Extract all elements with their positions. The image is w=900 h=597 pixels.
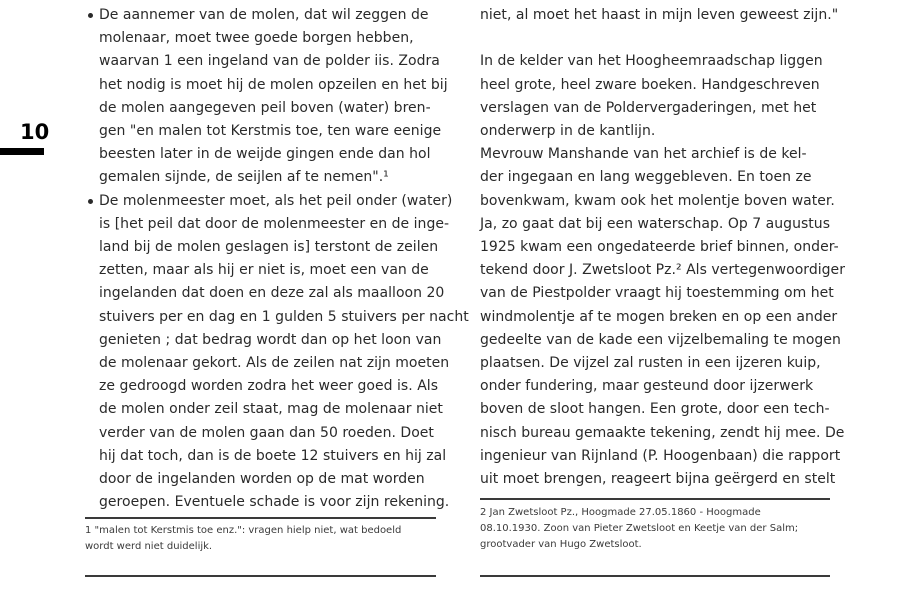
text-line: heel grote, heel zware boeken. Handgeschreven <box>480 76 820 93</box>
text-line: onder fundering, maar gesteund door ijzerwerk <box>480 378 814 395</box>
footnote-line: wordt werd niet duidelijk. <box>85 541 213 552</box>
text-line: boven de sloot hangen. Een grote, door een tech- <box>480 401 830 418</box>
text-line: zetten, maar als hij er niet is, moet een van de <box>99 262 429 279</box>
text-line: stuivers per en dag en 1 gulden 5 stuivers per nacht <box>99 308 469 325</box>
text-line: hij dat toch, dan is de boete 12 stuivers en hij zal <box>99 447 447 464</box>
footnote-line: 2 Jan Zwetsloot Pz., Hoogmade 27.05.1860 - Hoogmade <box>480 507 761 518</box>
text-line: gen "en malen tot Kerstmis toe, ten ware eenige <box>99 123 442 140</box>
text-line: door de ingelanden worden op de mat worden <box>99 471 425 488</box>
text-line: onderwerp in de kantlijn. <box>480 123 656 139</box>
text-line: beesten later in de weijde gingen ende dan hol <box>99 146 431 163</box>
footnote-line: 08.10.1930. Zoon van Pieter Zwetsloot en Keetje van der Salm; <box>480 523 799 534</box>
text-line: genieten ; dat bedrag wordt dan op het loon van <box>99 331 442 348</box>
text-line: de molen onder zeil staat, mag de molenaar niet <box>99 401 443 418</box>
text-line: van de Piestpolder vraagt hij toestemming om het <box>480 285 834 302</box>
page-number: 10 <box>20 120 50 144</box>
text-line: ingenieur van Rijnland (P. Hoogenbaan) die rapport <box>480 447 841 464</box>
left-column <box>85 4 469 514</box>
text-line: verder van de molen gaan dan 50 roeden. Doet <box>99 424 434 441</box>
text-line: waarvan 1 een ingeland van de polder iis. Zodra <box>99 53 440 70</box>
text-line: windmolentje af te mogen breken en op een ander <box>480 308 838 325</box>
text-line: bovenkwam, kwam ook het molentje boven water. <box>480 192 835 209</box>
text-line: 1925 kwam een ongedateerde brief binnen, onder- <box>480 239 839 256</box>
text-line: land bij de molen geslagen is] terstont de zeilen <box>99 239 439 256</box>
bottom-rule-left <box>85 575 436 577</box>
paragraph-spacer <box>480 27 832 50</box>
text-line: gedeelte van de kade een vijzelbemaling te mogen <box>480 331 841 348</box>
footnote-line: grootvader van Hugo Zwetsloot. <box>480 539 642 550</box>
text-line: verslagen van de Poldervergaderingen, met het <box>480 99 817 116</box>
footnote-divider-right <box>480 498 830 500</box>
text-line: is [het peil dat door de molenmeester en de inge- <box>99 215 450 232</box>
text-line: Mevrouw Manshande van het archief is de kel- <box>480 146 807 163</box>
text-line: de molenaar gekort. Als de zeilen nat zijn moeten <box>99 355 450 372</box>
paragraph-continuation <box>480 4 839 27</box>
text-line: In de kelder van het Hoogheemraadschap liggen <box>480 53 823 70</box>
text-line: ingelanden dat doen en deze zal als maalloon 20 <box>99 285 445 302</box>
text-line: gemalen sijnde, de seijlen af te nemen".¹ <box>99 169 389 186</box>
right-column <box>480 4 845 491</box>
bullet-item-2 <box>85 190 469 515</box>
text-line: nisch bureau gemaakte tekening, zendt hij mee. De <box>480 424 845 441</box>
page-marker-bar <box>0 148 44 155</box>
text-line: geroepen. Eventuele schade is voor zijn rekening. <box>99 494 450 511</box>
footnote-divider-left <box>85 517 436 519</box>
text-line: uit moet brengen, reageert bijna geërgerd en stelt <box>480 471 836 488</box>
text-line: de molen aangegeven peil boven (water) bren- <box>99 99 431 116</box>
footnote-line: 1 "malen tot Kerstmis toe enz.": vragen hielp niet, wat bedoeld <box>85 525 402 536</box>
text-line: plaatsen. De vijzel zal rusten in een ijzeren kuip, <box>480 355 821 372</box>
bottom-rule-right <box>480 575 830 577</box>
text-line: molenaar, moet twee goede borgen hebben, <box>99 30 414 47</box>
text-line: tekend door J. Zwetsloot Pz.² Als vertegenwoordiger <box>480 262 845 279</box>
bullet-item-1 <box>85 4 448 190</box>
text-line: niet, al moet het haast in mijn leven geweest zijn." <box>480 7 839 23</box>
text-line: Ja, zo gaat dat bij een waterschap. Op 7 augustus <box>480 215 831 232</box>
footnote-right <box>480 505 830 553</box>
text-line: De molenmeester moet, als het peil onder (water) <box>99 192 453 209</box>
text-line: ze gedroogd worden zodra het weer goed is. Als <box>99 378 439 395</box>
footnote-left <box>85 523 435 555</box>
text-line: der ingegaan en lang weggebleven. En toen ze <box>480 169 812 186</box>
paragraph-main <box>480 50 845 491</box>
text-line: het nodig is moet hij de molen opzeilen en het bij <box>99 76 448 93</box>
text-line: De aannemer van de molen, dat wil zeggen de <box>99 7 429 23</box>
